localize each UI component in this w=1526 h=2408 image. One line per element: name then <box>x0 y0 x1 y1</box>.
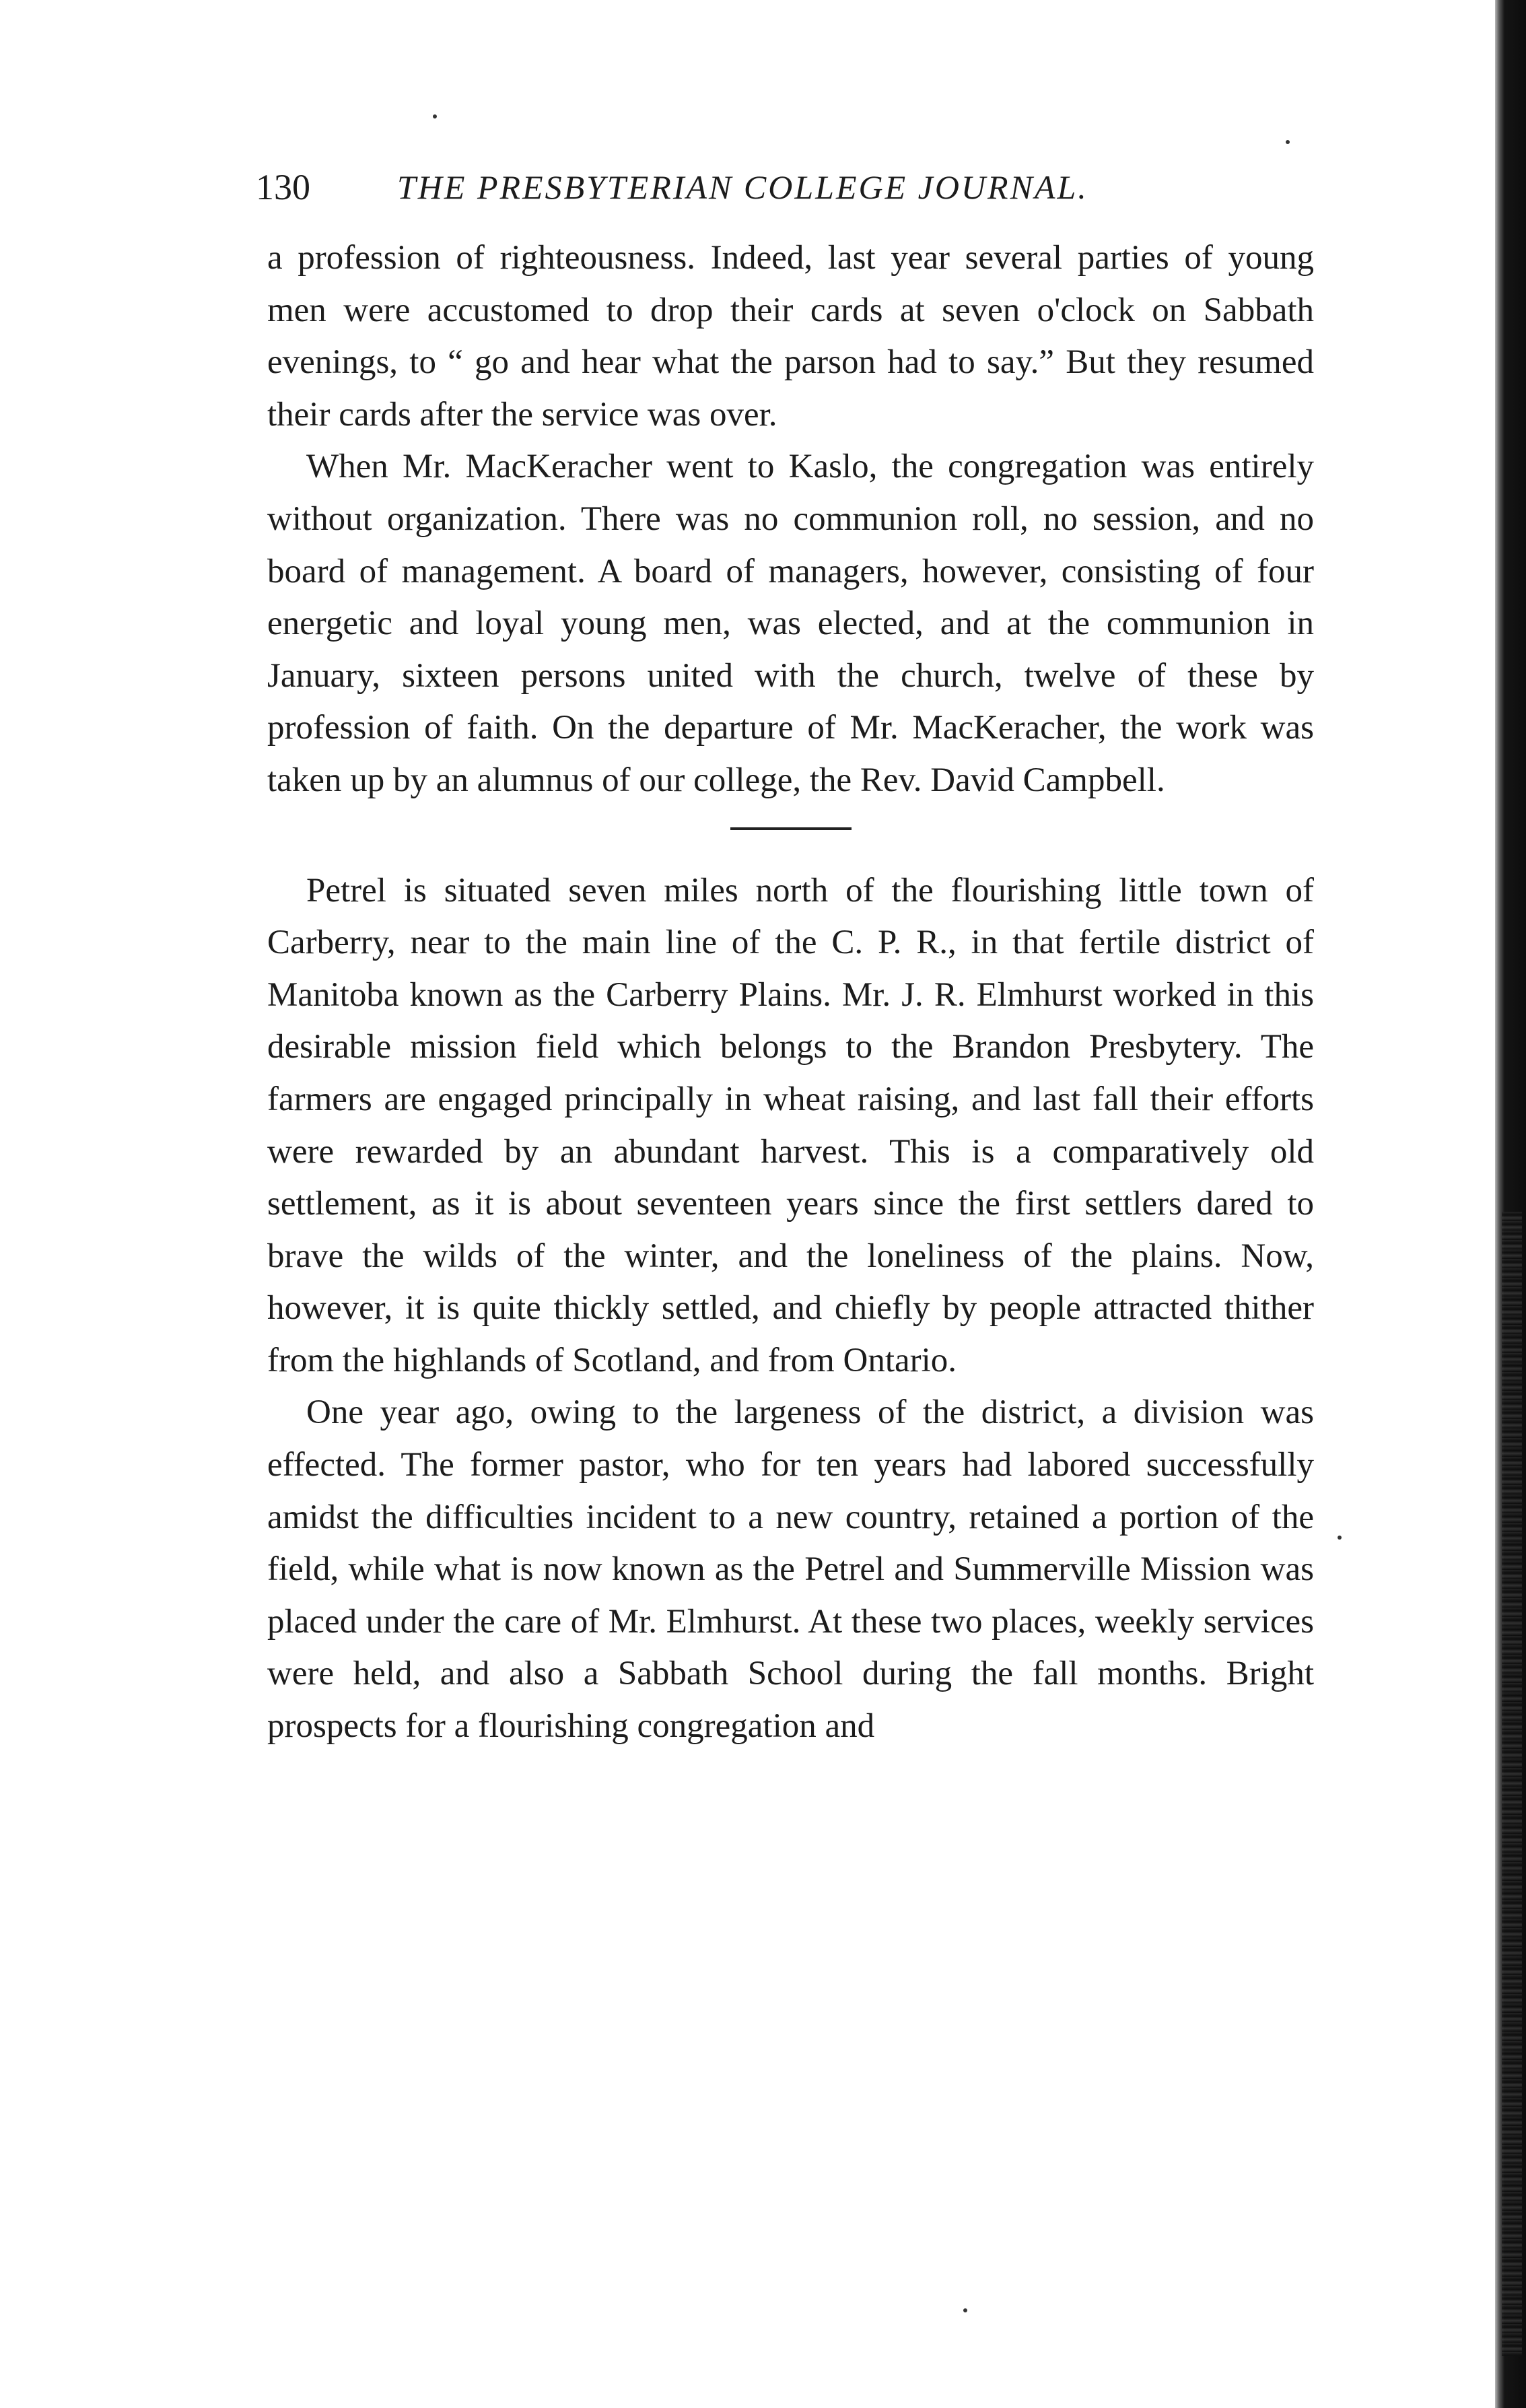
paragraph-petrel: Petrel is situated seven miles north of the flourishing little town of Carberry, near to the main line of the C. P. R., in that fertile district of Manitoba known as the Carberry Plains. Mr. J. R. Elmhurst worked in this desirable mission field which belongs to the Brandon Presbytery. The farmers are engaged principally in wheat raising, and last fall their efforts were rewarded by an abundant harvest. This is a comparatively old settlement, as it is about seventeen years since the first settlers dared to brave the wilds of the winter, and the loneliness of the plains. Now, however, it is quite thickly settled, and chiefly by people attracted thither from the highlands of Scotland, and from Ontario. <box>267 871 1314 1379</box>
scan-speck <box>433 114 437 118</box>
running-title: THE PRESBYTERIAN COLLEGE JOURNAL. <box>397 168 1088 206</box>
article-body <box>267 232 1314 1753</box>
paragraph-continuation: a profession of righteousness. Indeed, last year several parties of young men were accustomed to drop their cards at seven o'clock on Sabbath evenings, to “ go and hear what the parson had to say.” But they resumed their cards after the service was over. <box>267 239 1314 434</box>
section-separator-rule <box>730 827 852 830</box>
scan-speck <box>963 2308 967 2312</box>
paragraph-division: One year ago, owing to the largeness of the district, a division was effected. The former pastor, who for ten years had labored successfully amidst the difficulties incident to a new country, retained a portion of the field, while what is now known as the Petrel and Summerville Mission was placed under the care of Mr. Elmhurst. At these two places, weekly services were held, and also a Sabbath School during the fall months. Bright prospects for a flourishing congregation and <box>267 1394 1314 1746</box>
page-number: 130 <box>256 167 310 207</box>
scan-speck <box>1338 1536 1342 1540</box>
scan-speck <box>1286 140 1290 144</box>
page-header <box>256 164 1326 211</box>
paragraph-kaslo: When Mr. MacKeracher went to Kaslo, the congregation was entirely without organization. There was no communion roll, no session, and no board of management. A board of managers, however, consisting of four energetic and loyal young men, was elected, and at the communion in January, sixteen persons united with the church, twelve of these by profession of faith. On the departure of Mr. MacKeracher, the work was taken up by an alumnus of our college, the Rev. David Campbell. <box>267 448 1314 799</box>
binding-speckle <box>1502 1212 1522 2356</box>
